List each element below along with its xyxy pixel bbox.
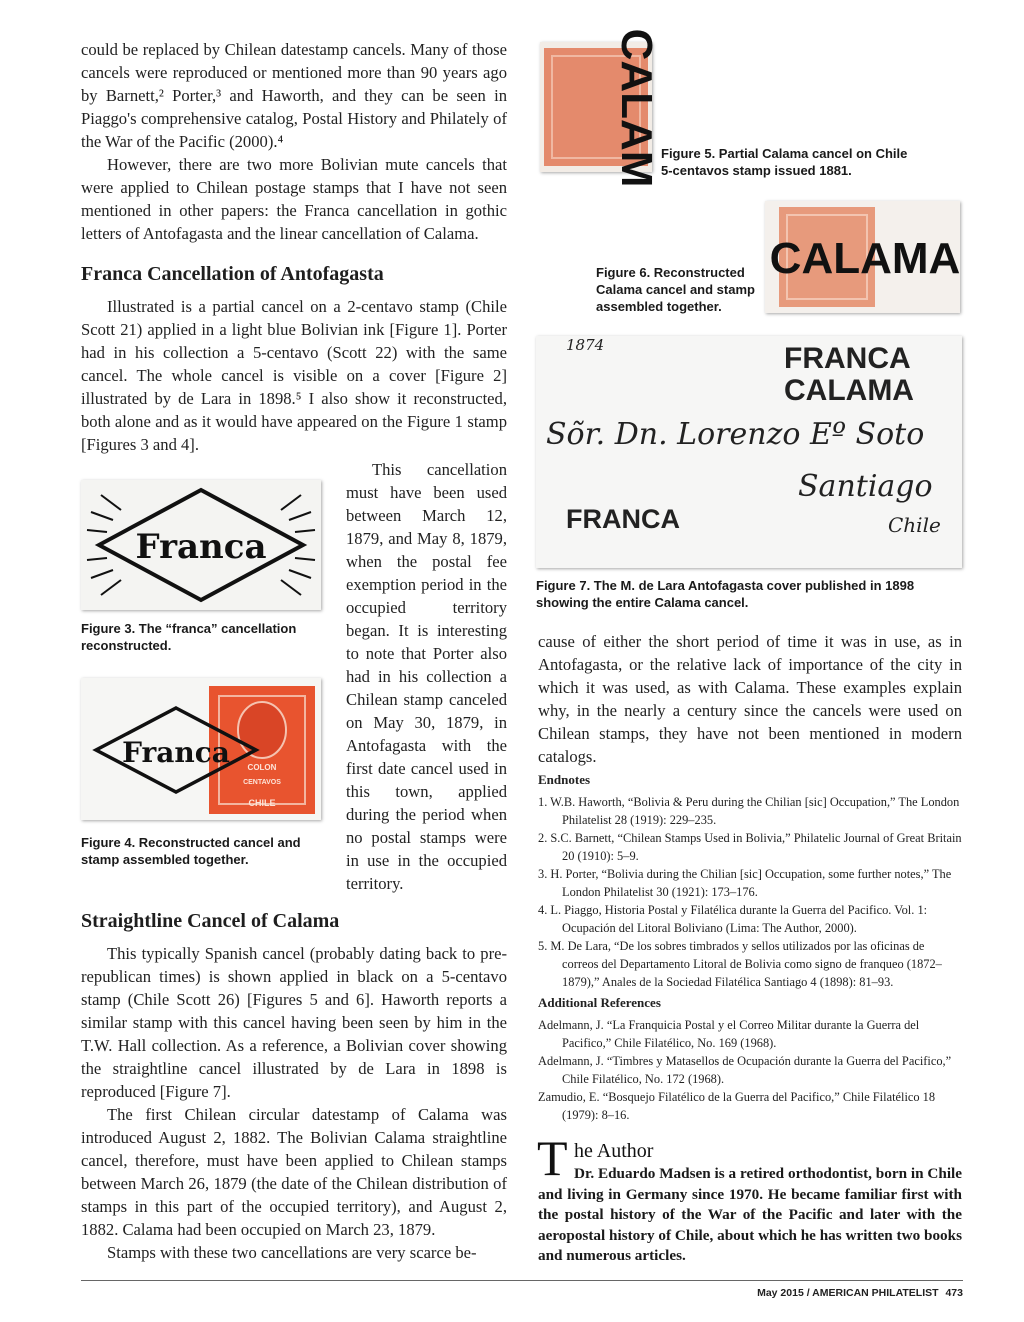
figure-6-caption: Figure 6. Reconstructed Calama cancel and stamp assembled together. [596, 265, 755, 314]
section2-text [81, 942, 507, 1264]
footer-text: May 2015 / AMERICAN PHILATELIST [757, 1287, 939, 1299]
endnote-item: 4. L. Piaggo, Historia Postal y Filatélica durante la Guerra del Pacifico. Vol. 1: Ocupación del Litoral Boliviano (Lima: The Author, 2000). [538, 903, 928, 935]
figure-3-caption: Figure 3. The “franca” cancellation reconstructed. [81, 621, 297, 653]
additional-references-heading: Additional References [538, 995, 661, 1010]
stamp-colon-text: COLON [247, 763, 277, 772]
reference-item: Adelmann, J. “La Franquicia Postal y el Correo Militar durante la Guerra del Pacifico,” Chile Filatélico, No. 169 (1968). [538, 1018, 920, 1050]
franca-gothic-text: Franca [135, 527, 267, 567]
figure-7-caption: Figure 7. The M. de Lara Antofagasta cover published in 1898 showing the entire Calama cancel. [536, 578, 915, 610]
calama-reconstructed-stamp [765, 201, 960, 313]
figure-5-image [540, 28, 661, 188]
endnote-item: 1. W.B. Haworth, “Bolivia & Peru during the Chilian [sic] Occupation,” The London Philatelist 28 (1919): 229–235. [538, 795, 960, 827]
figure-5-caption: Figure 5. Partial Calama cancel on Chile 5-centavos stamp issued 1881. [661, 146, 908, 178]
calama-cancel-text: CALAMA [769, 234, 961, 283]
endnotes-heading: Endnotes [538, 772, 591, 787]
franca-overlay-text: Franca [122, 736, 230, 769]
page-number: 473 [945, 1287, 963, 1299]
reference-item: Adelmann, J. “Timbres y Matasellos de Ocupación durante la Guerra del Pacifico,” Chile Filatélico, No. 172 (1968). [538, 1054, 952, 1086]
section2-paragraph-2: The first Chilean circular datestamp of Calama was introduced August 2, 1882. The Bolivian Calama straightline cancel, therefore, must have been applied to Chilean stamps between March 26, 1879 (the date of the Chilean distribution of stamps in this part of the occupied territory), and August 2, 1882. Calama had been occupied on March 23, 1879. [81, 1105, 507, 1239]
stamp-chile-text: CHILE [248, 798, 276, 808]
calama-partial-stamp [540, 28, 661, 188]
endnote-item: 2. S.C. Barnett, “Chilean Stamps Used in Bolivia,” Philatelic Journal of Great Britain 20 (1910): 5–9. [538, 831, 962, 863]
footer [757, 1287, 963, 1299]
figure-7-image [536, 336, 962, 568]
de-lara-cover-graphic [536, 336, 962, 568]
author-bio-text: Dr. Eduardo Madsen is a retired orthodontist, born in Chile and living in Germany since 1970. He became familiar first with the postal history of the War of the Pacific and later with the aeropostal history of Chile, about which he has written two books and numerous articles. [538, 1165, 962, 1264]
cover-address-line-1: Sõr. Dn. Lorenzo Eº Soto [546, 417, 925, 452]
section1-text [81, 295, 507, 456]
section1-paragraph-1: Illustrated is a partial cancel on a 2-centavo stamp (Chile Scott 21) applied in a light blue Bolivian ink [Figure 1]. Porter had in his collection a 5-centavo (Scott 22) with the same cancel. The whole cancel is visible on a cover [Figure 2] illustrated by de Lara in 1898.⁵ I also show it reconstructed, both alone and as it would have appeared on the Figure 1 stamp [Figures 3 and 4]. [81, 297, 507, 454]
additional-references-list [538, 1016, 962, 1124]
figure-4-image [81, 678, 321, 820]
footer-rule [81, 1280, 963, 1281]
author-heading: he Author [574, 1140, 654, 1162]
endnote-item: 3. H. Porter, “Bolivia during the Chilian [sic] Occupation, some further notes,” The London Philatelist 30 (1921): 173–176. [538, 867, 952, 899]
continuation-paragraph: cause of either the short period of time it was in use, as in Antofagasta, or the relative lack of importance of the city in which it was used, as with Calama. These examples explain why, in the nearly a century since the cancels were used on Chilean stamps, they have not been mentioned in modern catalogs. [538, 632, 962, 766]
cover-calama-stamp: CALAMA [784, 374, 914, 407]
section2-paragraph-3: Stamps with these two cancellations are very scarce be- [107, 1243, 477, 1262]
section1-paragraph-2: This cancellation must have been used between March 12, 1879, and May 8, 1879, when the postal fee exemption period in the occupied territory began. It is interesting to note that Porter also had in his collection a Chilean stamp canceled on May 30, 1879, in Antofagasta with the first date cancel used in this town, applied during the period when no postal stamps were in use in the occupied territory. [346, 460, 507, 893]
intro-text [81, 38, 507, 245]
section2-heading: Straightline Cancel of Calama [81, 910, 340, 932]
section1-narrow-text [346, 458, 507, 895]
author-bio [538, 1164, 962, 1267]
intro-paragraph-2: However, there are two more Bolivian mute cancels that were applied to Chilean postage stamps that I have not seen mentioned in other papers: the Franca cancellation in gothic letters of Antofagasta and the linear cancellation of Calama. [81, 155, 507, 243]
stamp-centavos-text: CENTAVOS [243, 779, 281, 786]
reference-item: Zamudio, E. “Bosquejo Filatélico de la Guerra del Pacifico,” Chile Filatélico 18 (1979): 8–16. [538, 1090, 936, 1122]
franca-cancel-graphic [81, 480, 321, 610]
author-dropcap: T [537, 1130, 568, 1186]
right-continuation-text [538, 630, 962, 768]
endnotes-list [538, 793, 962, 991]
cover-address-line-3: Chile [888, 513, 941, 537]
cover-address-line-2: Santiago [798, 469, 933, 504]
calam-cancel-text: CALAM [612, 28, 661, 188]
cover-franca-stamp: FRANCA [784, 342, 911, 375]
figure-4-caption: Figure 4. Reconstructed cancel and stamp assembled together. [81, 835, 301, 867]
intro-paragraph-1: could be replaced by Chilean datestamp cancels. Many of those cancels were reproduced or mentioned more than 90 years ago by Barnett,² Porter,³ and Haworth, and they can be seen in Piaggo's comprehensive catalog, Postal History and Philately of the War of the Pacific (2000).⁴ [81, 40, 507, 151]
franca-on-stamp-graphic [81, 678, 321, 820]
cover-corner-text: 1874 [566, 336, 605, 354]
section2-paragraph-1: This typically Spanish cancel (probably dating back to pre-republican times) is shown applied in black on a 5-centavo stamp (Chile Scott 26) [Figures 5 and 6]. Haworth reports a similar stamp with this cancel having been seen by him in the T.W. Hall collection. As a reference, a Bolivian cover showing the straightline cancel illustrated by de Lara in 1898 is reproduced [Figure 7]. [81, 944, 507, 1101]
figure-6-image [765, 201, 960, 313]
endnote-item: 5. M. De Lara, “De los sobres timbrados y sellos utilizados por las oficinas de correos del Departamento Litoral de Bolivia como signo de franqueo (1872–1879),” Anales de la Sociedad Filatélica Santiago 4 (1898): 81–93. [538, 939, 942, 989]
cover-franca-bottom-stamp: FRANCA [566, 504, 680, 534]
figure-3-image [81, 480, 321, 610]
section1-heading: Franca Cancellation of Antofagasta [81, 263, 384, 285]
